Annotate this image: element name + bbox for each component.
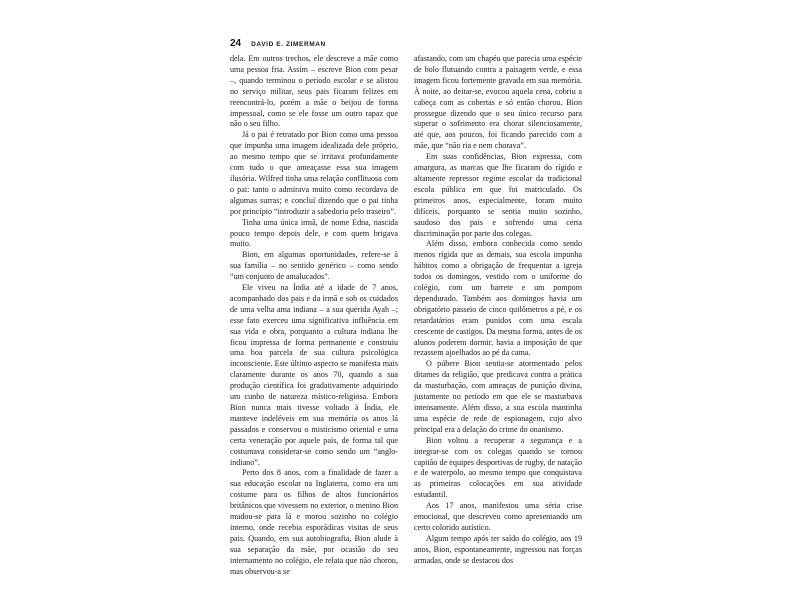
paragraph: Tinha uma única irmã, de nome Edna, nascida pouco tempo depois dele, e com quem brigava muito. (230, 217, 398, 249)
paragraph: O púbere Bion sentia-se atormentado pelos ditames da religião, que predicava contra a prática da masturbação, com ameaças de punição divina, justamente no período em que ele se masturbava intensamente. Além disso, a sua escola mantinha uma espécie de rede de espionagem, cujo alvo principal era a delação do crime do onanismo. (414, 359, 582, 434)
paragraph: Algum tempo após ter saído do colégio, aos 19 anos, Bion, espontaneamente, ingressou nas forças armadas, onde se destacou dos (414, 533, 582, 565)
paragraph: Ele viveu na Índia até a idade de 7 anos, acompanhado dos pais e da irmã e sob os cuidados de uma velha ama indiana – a sua querida Ayah –; esse fato exerceu uma significativa influência em sua vida e obra, porquanto a cultura indiana lhe ficou impressa de forma permanente e construiu uma boa parcela de sua cultura psicológica inconsciente. Este último aspecto se manifesta mais claramente durante os anos 70, quando a sua produção científica foi gradativamente adquirindo um cunho de natureza místico-religiosa. Embora Bion nunca mais tivesse voltado à Índia, ele manteve indeléveis em sua memória os anos lá passados e conservou o misticismo oriental e uma certa veneração por aquele país, de forma tal que costumava considerar-se como sendo um “anglo-indiano”. (230, 283, 398, 467)
page-number: 24 (230, 38, 242, 49)
paragraph: Bion, em algumas oportunidades, refere-se à sua família – no sentido genérico – como sendo “um conjunto de amalucados”. (230, 250, 398, 282)
running-head-author: DAVID E. ZIMERMAN (251, 41, 326, 48)
running-head (230, 38, 326, 49)
paragraph: Já o pai é retratado por Bion como uma pessoa que impunha uma imagem idealizada dele próprio, ao mesmo tempo que se irritava profundamente com tudo o que ameaçasse essa sua imagem ilusória. Wilfred tinha uma relação conflituosa com o pai: tanto o admirava muito como recordava de algumas surras; e concluí dizendo que o pai tinha por princípio “introduzir a sabedoria pelo traseiro”. (230, 130, 398, 216)
paragraph: afastando, com um chapéu que parecia uma espécie de bolo flutuando contra a paisagem verde, e essa imagem ficou fortemente gravada em sua memória. À noite, ao deitar-se, evocou aquela cena, cobriu a cabeça com as cobertas e só então chorou. Bion prossegue dizendo que o seu único recurso para superar o sofrimento era chorar silenciosamente, até que, aos poucos, foi ficando parecido com a mãe, que “não ria e nem chorava”. (414, 54, 582, 151)
paragraph: dela. Em outros trechos, ele descreve a mãe como uma pessoa fria. Assim – escreve Bion com pesar –, quando terminou o período escolar e se alistou no serviço militar, seus pais ficaram felizes em reencontrá-lo, porém a mãe o beijou de forma impessoal, como se ele fosse um outro rapaz que não o seu filho. (230, 54, 398, 129)
paragraph: Perto dos 8 anos, com a finalidade de fazer a sua educação escolar na Inglaterra, como era um costume para os filhos de altos funcionários britânicos que vivessem no exterior, o menino Bion mudou-se para lá e morou sozinho no colégio interno, onde recebia esporádicas visitas de seus pais. Quando, em sua autobiografia, Bion alude à sua separação da mãe, por ocasião do seu internamento no colégio, ele relata que não chorou, mas observou-a se (230, 468, 398, 576)
left-column (230, 54, 398, 578)
paragraph: Em suas confidências, Bion expressa, com amargura, as marcas que lhe ficaram do rígido e altamente repressor regime escolar da tradicional escola pública em que foi matriculado. Os primeiros anos, especialmente, foram muito difíceis, porquanto se sentia muito sozinho, saudoso dos pais e sofrendo uma certa discriminação por parte dos colegas. (414, 152, 582, 238)
paragraph: Além disso, embora conhecida como sendo menos rígida que as demais, sua escola impunha hábitos como a obrigação de frequentar a igreja todos os domingos, vestido com o uniforme do colégio, com um barrete e um pompom dependurado. Também aos domingos havia um obrigatório passeio de cinco quilômetros a pé, e os retardatários eram punidos com uma escala crescente de castigos. Da mesma forma, antes de os alunos poderem dormir, havia a imposição de que rezassem ajoelhados ao pé da cama. (414, 239, 582, 358)
right-column (414, 54, 582, 567)
paragraph: Bion voltou a recuperar a segurança e a integrar-se com os colegas quando se tornou capitão de equipes desportivas de rugby, de natação e de waterpolo, ao mesmo tempo que conquistava as primeiras colocações em sua atividade estudantil. (414, 435, 582, 500)
paragraph: Aos 17 anos, manifestou uma séria crise emocional, que descreveu como apresentando um certo colorido autístico. (414, 501, 582, 532)
